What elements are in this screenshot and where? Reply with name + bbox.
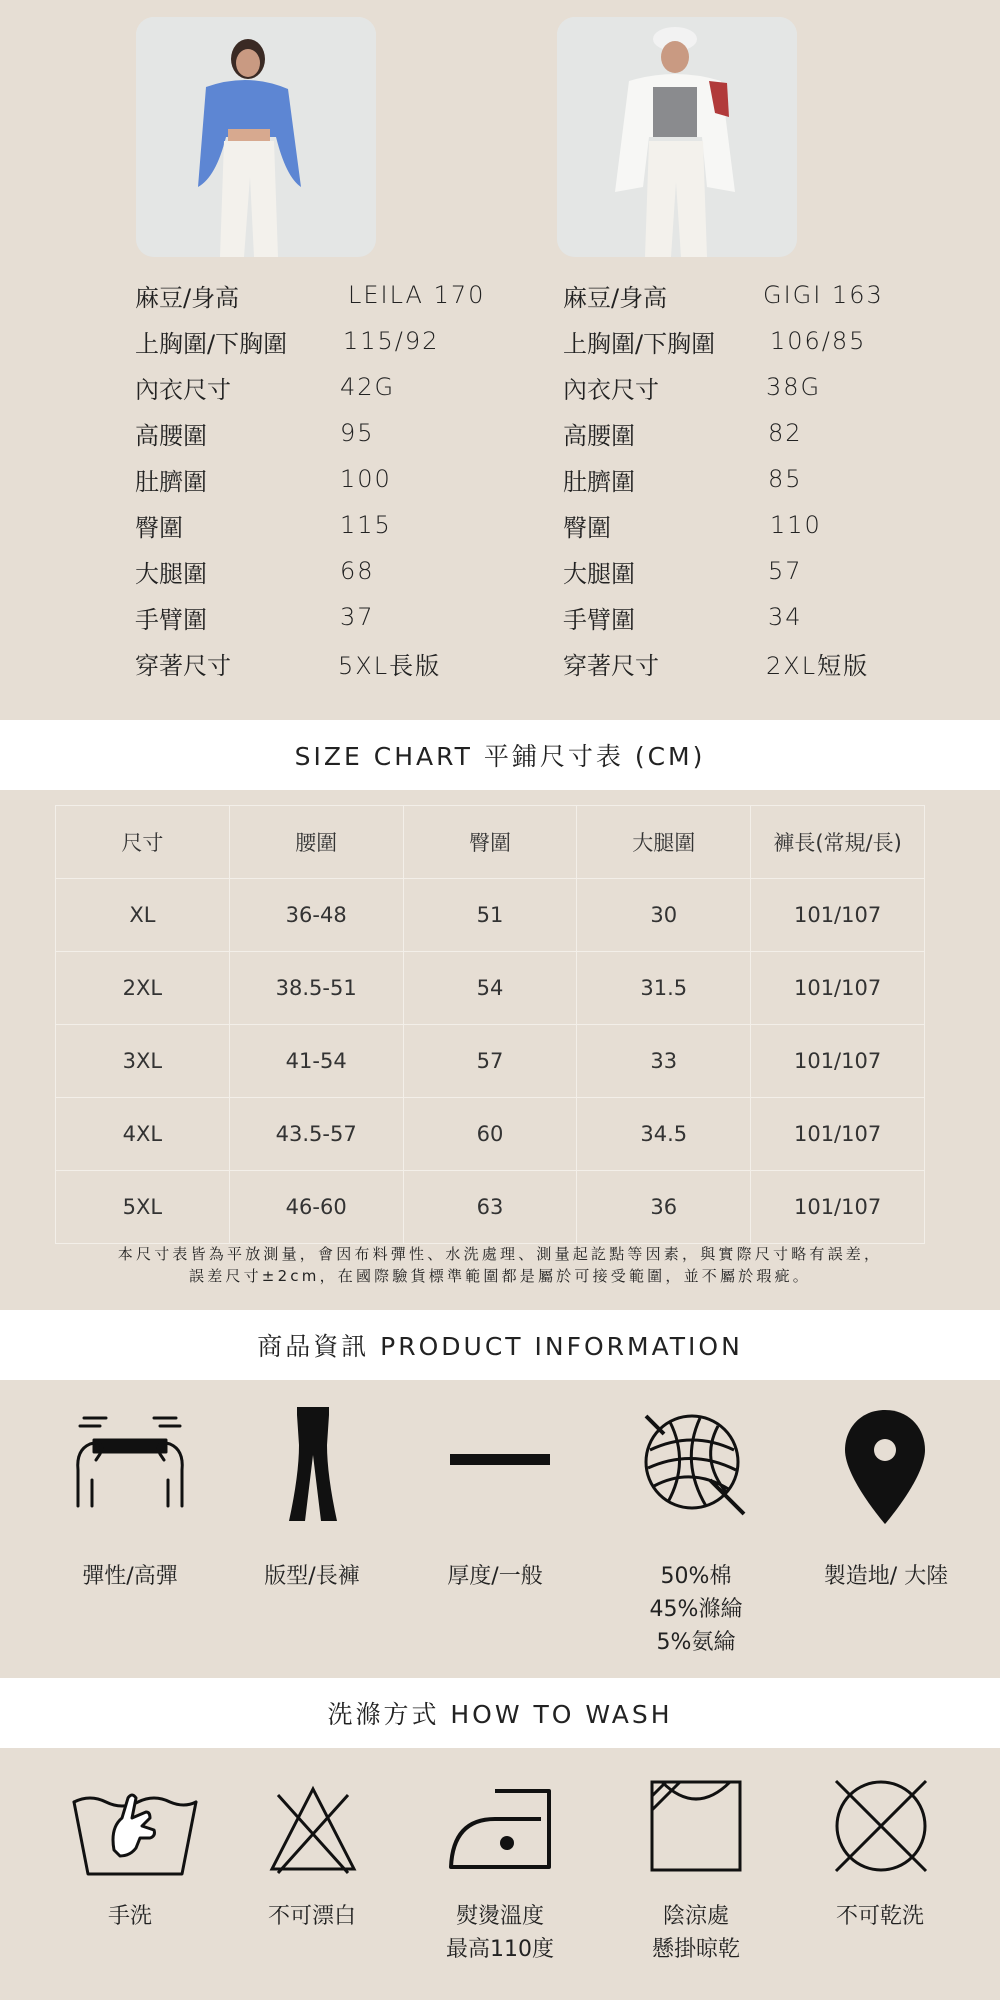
- wash-item: [410, 1900, 590, 1966]
- table-cell: 60: [403, 1098, 577, 1171]
- hand-wash-icon: [70, 1778, 200, 1878]
- wash-title: 洗滌方式 HOW TO WASH: [327, 1700, 673, 1729]
- table-cell: 36-48: [229, 879, 403, 952]
- model-label: 臀圍: [563, 513, 611, 542]
- product-info-item: [405, 1560, 585, 1593]
- wash-item: [40, 1900, 220, 1933]
- model-value: 5XL長版: [338, 651, 442, 680]
- model-photo-gigi: [557, 17, 797, 257]
- model-value: 82: [768, 419, 803, 447]
- table-cell: 41-54: [229, 1025, 403, 1098]
- wash-title-band: [0, 1678, 1000, 1748]
- model-value: 106/85: [770, 327, 867, 355]
- model-label: 高腰圍: [135, 421, 207, 450]
- model-value: 115: [340, 511, 392, 539]
- size-chart-note-1: 本尺寸表皆為平放測量，會因布料彈性、水洗處理、測量起訖點等因素，與實際尺寸略有誤差，: [117, 1245, 883, 1263]
- model-value: 115/92: [343, 327, 440, 355]
- product-info-line: 製造地/ 大陸: [823, 1564, 949, 1589]
- iron-icon: [445, 1785, 557, 1875]
- product-info-title: 商品資訊 PRODUCT INFORMATION: [257, 1332, 743, 1361]
- table-cell: 57: [403, 1025, 577, 1098]
- table-cell: 101/107: [751, 1098, 925, 1171]
- product-info-line: 5%氨綸: [656, 1630, 736, 1655]
- product-info-line: 50%棉: [660, 1564, 732, 1589]
- table-cell: 30: [577, 879, 751, 952]
- product-info-item: [606, 1560, 786, 1659]
- table-cell: 101/107: [751, 1171, 925, 1244]
- product-info-line: 45%滌綸: [649, 1597, 743, 1622]
- product-info-item: [222, 1560, 402, 1593]
- pants-icon: [283, 1405, 343, 1525]
- table-header-cell: 腰圍: [229, 806, 403, 879]
- product-info-line: 厚度/一般: [447, 1564, 543, 1589]
- model-label: 手臂圍: [563, 605, 635, 634]
- table-header-row: [56, 806, 925, 879]
- table-cell: 54: [403, 952, 577, 1025]
- table-header-cell: 臀圍: [403, 806, 577, 879]
- wash-item: [790, 1900, 970, 1933]
- wash-line: 不可乾洗: [835, 1904, 924, 1929]
- model-value: 2XL短版: [766, 651, 870, 680]
- wash-line: 不可漂白: [267, 1904, 356, 1929]
- shade-dry-icon: [650, 1780, 742, 1872]
- model-value: 42G: [340, 373, 396, 401]
- model-photo-leila: [136, 17, 376, 257]
- model-label: 大腿圍: [135, 559, 207, 588]
- wash-line: 陰涼處: [662, 1904, 729, 1929]
- wash-line: 最高110度: [446, 1937, 554, 1962]
- model-value: 38G: [766, 373, 822, 401]
- model-label: 上胸圍/下胸圍: [563, 329, 716, 358]
- table-cell: 4XL: [56, 1098, 230, 1171]
- table-row: [56, 1171, 925, 1244]
- wash-item: [606, 1900, 786, 1966]
- model-label: 肚臍圍: [135, 467, 207, 496]
- model-label: 穿著尺寸: [563, 651, 659, 680]
- table-cell: 2XL: [56, 952, 230, 1025]
- table-cell: 51: [403, 879, 577, 952]
- model-value: 100: [340, 465, 392, 493]
- stretch-icon: [70, 1410, 190, 1510]
- product-info-line: 彈性/高彈: [82, 1564, 178, 1589]
- location-pin-icon: [843, 1408, 927, 1526]
- table-row: [56, 879, 925, 952]
- model-label: 臀圍: [135, 513, 183, 542]
- table-cell: 46-60: [229, 1171, 403, 1244]
- wash-line: 熨燙溫度: [455, 1904, 544, 1929]
- model-value: 68: [340, 557, 375, 585]
- model-label: 穿著尺寸: [135, 651, 231, 680]
- table-cell: 101/107: [751, 1025, 925, 1098]
- table-cell: 38.5-51: [229, 952, 403, 1025]
- table-cell: 5XL: [56, 1171, 230, 1244]
- product-info-line: 版型/長褲: [264, 1564, 360, 1589]
- model-value: 34: [768, 603, 803, 631]
- model-label: 上胸圍/下胸圍: [135, 329, 288, 358]
- wash-line: 手洗: [107, 1904, 152, 1929]
- model-label: 內衣尺寸: [563, 375, 659, 404]
- table-cell: 3XL: [56, 1025, 230, 1098]
- product-info-item: [796, 1560, 976, 1593]
- size-chart-title-band: [0, 720, 1000, 790]
- model-value: 95: [340, 419, 375, 447]
- yarn-ball-icon: [640, 1410, 750, 1520]
- no-bleach-icon: [268, 1785, 358, 1875]
- model-value: 110: [770, 511, 822, 539]
- table-cell: 63: [403, 1171, 577, 1244]
- model-value: 37: [340, 603, 375, 631]
- table-cell: 101/107: [751, 952, 925, 1025]
- model-value: GIGI 163: [763, 281, 884, 309]
- table-row: [56, 1098, 925, 1171]
- model-value: 57: [768, 557, 803, 585]
- product-info-item: [40, 1560, 220, 1593]
- table-cell: 34.5: [577, 1098, 751, 1171]
- table-cell: 33: [577, 1025, 751, 1098]
- model-label: 麻豆/身高: [135, 283, 240, 312]
- model-value: 85: [768, 465, 803, 493]
- table-row: [56, 952, 925, 1025]
- size-chart-note-2: 誤差尺寸±2cm，在國際驗貨標準範圍都是屬於可接受範圍，並不屬於瑕疵。: [189, 1267, 811, 1285]
- model-label: 麻豆/身高: [563, 283, 668, 312]
- table-header-cell: 大腿圍: [577, 806, 751, 879]
- table-header-cell: 尺寸: [56, 806, 230, 879]
- model-label: 肚臍圍: [563, 467, 635, 496]
- model-label: 高腰圍: [563, 421, 635, 450]
- size-chart-title: SIZE CHART 平鋪尺寸表 (CM): [294, 742, 706, 771]
- thickness-line-icon: [450, 1452, 550, 1468]
- model-label: 內衣尺寸: [135, 375, 231, 404]
- product-info-title-band: [0, 1310, 1000, 1380]
- table-cell: 36: [577, 1171, 751, 1244]
- model-label: 大腿圍: [563, 559, 635, 588]
- model-value: LEILA 170: [348, 281, 486, 309]
- table-cell: 31.5: [577, 952, 751, 1025]
- table-cell: 43.5-57: [229, 1098, 403, 1171]
- table-header-cell: 褲長(常規/長): [751, 806, 925, 879]
- no-tumble-dry-icon: [830, 1775, 932, 1877]
- table-cell: 101/107: [751, 879, 925, 952]
- model-label: 手臂圍: [135, 605, 207, 634]
- table-cell: XL: [56, 879, 230, 952]
- wash-line: 懸掛晾乾: [651, 1937, 740, 1962]
- wash-item: [222, 1900, 402, 1933]
- table-row: [56, 1025, 925, 1098]
- size-chart-table: [55, 805, 925, 1244]
